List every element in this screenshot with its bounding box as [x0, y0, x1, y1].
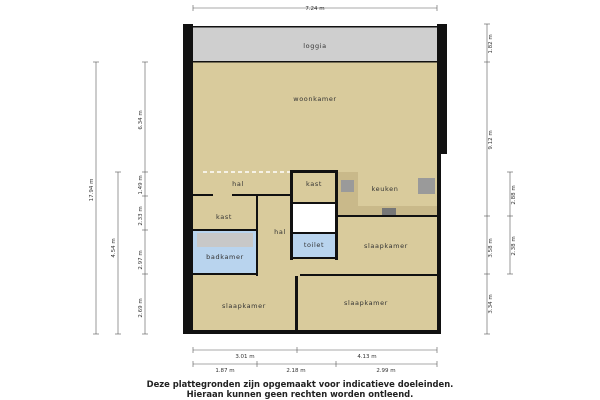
dimension-bottom-row2-c: 2.99 m [376, 368, 396, 374]
dimension-bottom-row2-b: 2.18 m [286, 368, 306, 374]
disclaimer-line-1: Deze plattegronden zijn opgemaakt voor indicatieve doeleinden. [146, 379, 454, 389]
dimension-left-upper: 6.34 m [138, 110, 144, 130]
room-label-woonkamer: woonkamer [293, 95, 337, 103]
dimension-right-total: 9.12 m [488, 130, 494, 150]
keuken-counter [336, 172, 358, 216]
dimension-bottom-lines [193, 347, 437, 367]
connector-area [293, 258, 437, 276]
stove-icon [341, 180, 354, 192]
dimension-left-lines [93, 62, 148, 334]
dimension-left-3: 2.97 m [138, 250, 144, 270]
keuken-counter-bottom [358, 206, 437, 216]
dimension-right-lines [484, 24, 513, 334]
room-label-kast-left: kast [216, 213, 232, 221]
dimension-right-mid2: 2.38 m [511, 236, 517, 256]
disclaimer-line-2: Hieraan kunnen geen rechten worden ontleend. [186, 389, 414, 399]
dimension-right-top: 1.82 m [488, 34, 494, 54]
room-label-keuken: keuken [371, 185, 399, 193]
dimension-bottom-row1-a: 3.01 m [235, 354, 255, 360]
room-label-badkamer: badkamer [206, 253, 244, 261]
hal-center-white [293, 204, 336, 234]
sink-icon [382, 208, 396, 215]
dimension-right-lower: 3.58 m [488, 238, 494, 258]
room-label-kast-top: kast [306, 180, 322, 188]
dimension-top-label: 7.24 m [305, 6, 325, 12]
dimension-left-1: 1.49 m [138, 175, 144, 195]
dimension-right-bottom: 3.34 m [488, 294, 494, 314]
hal-center-area [257, 196, 293, 280]
room-label-slaapkamer-right-mid: slaapkamer [364, 242, 408, 250]
bath-fixture [197, 233, 253, 247]
dimension-left-lower: 4.54 m [111, 238, 117, 258]
fridge-icon [418, 178, 435, 194]
room-label-slaapkamer-left: slaapkamer [222, 302, 266, 310]
dimension-left-2: 2.33 m [138, 206, 144, 226]
dimension-left-total: 17.94 m [89, 178, 95, 202]
room-label-toilet: toilet [303, 241, 325, 249]
room-label-hal-top: hal [232, 180, 244, 188]
dimension-bottom-row1-b: 4.13 m [357, 354, 377, 360]
room-label-slaapkamer-right-bottom: slaapkamer [344, 299, 388, 307]
room-label-loggia: loggia [303, 42, 327, 50]
dimension-right-mid1: 2.88 m [511, 185, 517, 205]
room-label-hal-center: hal [274, 228, 286, 236]
dimension-bottom-row2-a: 1.87 m [215, 368, 235, 374]
dimension-left-4: 2.69 m [138, 298, 144, 318]
kast-top-area [293, 172, 336, 204]
